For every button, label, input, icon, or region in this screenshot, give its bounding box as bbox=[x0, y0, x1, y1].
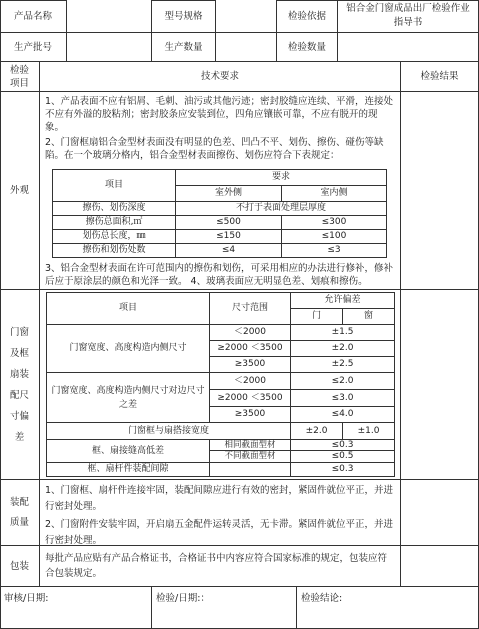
scratch-row-item: 划伤总长度，㎜ bbox=[52, 229, 176, 244]
dim-tol: ≤4.0 bbox=[290, 406, 395, 423]
dim-col-tolerance: 允许偏差 bbox=[290, 292, 395, 309]
scratch-col-indoor: 室内侧 bbox=[281, 185, 387, 202]
dim-seam-tol: ≤0.5 bbox=[290, 450, 395, 463]
dim-range: ≥3500 bbox=[209, 406, 291, 423]
assembly-para-2: 2、门窗附件安装牢固，开启扇五金配件运转灵活，无卡滞。紧固件就位平正，并进行密封处理。 bbox=[45, 519, 394, 546]
dimension-label: 门窗及框扇装配尺寸偏差 bbox=[0, 290, 40, 480]
dim-gap-item: 门窗框与扇搭接宽度 bbox=[46, 422, 291, 440]
appearance-requirements bbox=[40, 92, 401, 290]
review-date-field[interactable]: 审核/日期: bbox=[0, 587, 152, 629]
conclusion-field[interactable]: 检验结论: bbox=[297, 587, 479, 629]
dimension-requirements bbox=[40, 290, 401, 480]
dim-seam-range: 相同截面型材 bbox=[209, 439, 291, 451]
assembly-requirements bbox=[40, 480, 401, 546]
dim-seam-item: 框、扇接缝高低差 bbox=[46, 439, 210, 463]
scratch-row-merged: 不打于表面处理层厚度 bbox=[175, 201, 387, 216]
appearance-para-2: 2、门窗框扇铝合金型材表面没有明显的色差、凹凸不平、划伤、擦伤、碰伤等缺陷。在一个玻璃分格内，铝合金型材表面擦伤、划伤应符合下表规定： bbox=[45, 137, 384, 161]
appearance-label: 外观 bbox=[0, 92, 40, 290]
inspection-basis-label: 检验依据 bbox=[277, 0, 338, 33]
dim-group-item: 门窗宽度、高度构造内侧尺寸对边尺寸之差 bbox=[46, 372, 210, 423]
dim-range: ≥2000 ＜3500 bbox=[209, 340, 291, 357]
dim-group-item: 门窗宽度、高度构造内侧尺寸 bbox=[46, 324, 210, 373]
production-qty-label: 生产数量 bbox=[152, 33, 216, 62]
dim-range: ＜2000 bbox=[209, 324, 291, 341]
scratch-tolerance-table bbox=[52, 169, 388, 259]
batch-value[interactable] bbox=[67, 33, 152, 62]
dim-seam-range: 不同截面型材 bbox=[209, 450, 291, 463]
dim-tol: ≤3.0 bbox=[290, 389, 395, 407]
packaging-requirements: 每批产品应贴有产品合格证书，合格证书中内容应符合国家标准的规定，包装应符合包装规定。 bbox=[40, 546, 401, 587]
scratch-row-indoor: ≤100 bbox=[281, 229, 387, 244]
dim-gap2-item: 框、扇杆件装配间隙 bbox=[46, 462, 210, 477]
dim-col-window: 窗 bbox=[342, 308, 395, 325]
col-item-header: 检验项目 bbox=[0, 62, 40, 92]
dim-col-range: 尺寸范围 bbox=[209, 292, 291, 325]
assembly-label: 装配质量 bbox=[0, 480, 40, 546]
batch-label: 生产批号 bbox=[0, 33, 67, 62]
appearance-para-1: 1、产品表面不应有铝屑、毛刺、油污或其他污迹；密封胶缝应连续、平滑，连接处不应有外溢的胶粘剂；密封胶条应安装到位，四角应镶嵌可靠，不应有脱开的现象。 bbox=[45, 96, 394, 133]
dim-range: ≥3500 bbox=[209, 356, 291, 373]
dim-tol: ±2.0 bbox=[290, 340, 395, 357]
dim-gap-door: ±2.0 bbox=[290, 422, 343, 440]
packaging-label: 包装 bbox=[0, 546, 40, 587]
dim-gap2-tol: ≤0.3 bbox=[290, 462, 395, 477]
inspector-date-field[interactable]: 检验/日期:： bbox=[152, 587, 297, 629]
scratch-col-req: 要求 bbox=[175, 169, 387, 186]
dim-gap-window: ±1.0 bbox=[342, 422, 395, 440]
dim-range: ＜2000 bbox=[209, 372, 291, 390]
dim-tol: ≤2.0 bbox=[290, 372, 395, 390]
scratch-row-outdoor: ≤4 bbox=[175, 243, 282, 258]
scratch-row-item: 擦伤、划伤深度 bbox=[52, 201, 176, 216]
inspection-qty-value[interactable] bbox=[338, 33, 479, 62]
scratch-col-outdoor: 室外侧 bbox=[175, 185, 282, 202]
dim-gap2-range bbox=[209, 462, 291, 477]
scratch-row-outdoor: ≤500 bbox=[175, 215, 282, 230]
appearance-para-3: 3、铝合金型材表面在许可范围内的擦伤和划伤，可采用相应的办法进行修补，修补后应于原涂层的颜色和光泽一致。 4、玻璃表面应无明显色差、划痕和擦伤。 bbox=[45, 263, 394, 287]
assembly-result[interactable] bbox=[401, 480, 479, 546]
assembly-para-1: 1、门窗框、扇杆件连接牢固，装配间隙应进行有效的密封，紧固件就位平正，并进行密封处理。 bbox=[45, 485, 394, 512]
scratch-row-outdoor: ≤150 bbox=[175, 229, 282, 244]
production-qty-value[interactable] bbox=[216, 33, 277, 62]
model-value[interactable] bbox=[216, 0, 277, 33]
inspection-basis-value: 铝合金门窗成品出厂检验作业指导书 bbox=[338, 0, 479, 33]
appearance-result[interactable] bbox=[401, 92, 479, 290]
product-name-value[interactable] bbox=[67, 0, 152, 33]
dimension-result[interactable] bbox=[401, 290, 479, 480]
dimension-table bbox=[46, 292, 396, 478]
dim-col-door: 门 bbox=[290, 308, 343, 325]
scratch-col-item: 项目 bbox=[52, 169, 176, 202]
dim-seam-tol: ≤0.3 bbox=[290, 439, 395, 451]
col-result-header: 检验结果 bbox=[401, 62, 479, 92]
scratch-row-item: 擦伤和划伤处数 bbox=[52, 243, 176, 258]
scratch-row-indoor: ≤300 bbox=[281, 215, 387, 230]
packaging-result[interactable] bbox=[401, 546, 479, 587]
col-requirement-header: 技术要求 bbox=[40, 62, 401, 92]
dim-col-item: 项目 bbox=[46, 292, 210, 325]
dim-range: ≥2000 ＜3500 bbox=[209, 389, 291, 407]
dim-tol: ±1.5 bbox=[290, 324, 395, 341]
scratch-row-item: 擦伤总面积,㎡ bbox=[52, 215, 176, 230]
scratch-row-indoor: ≤3 bbox=[281, 243, 387, 258]
model-label: 型号规格 bbox=[152, 0, 216, 33]
product-name-label: 产品名称 bbox=[0, 0, 67, 33]
dim-tol: ±2.5 bbox=[290, 356, 395, 373]
inspection-qty-label: 检验数量 bbox=[277, 33, 338, 62]
